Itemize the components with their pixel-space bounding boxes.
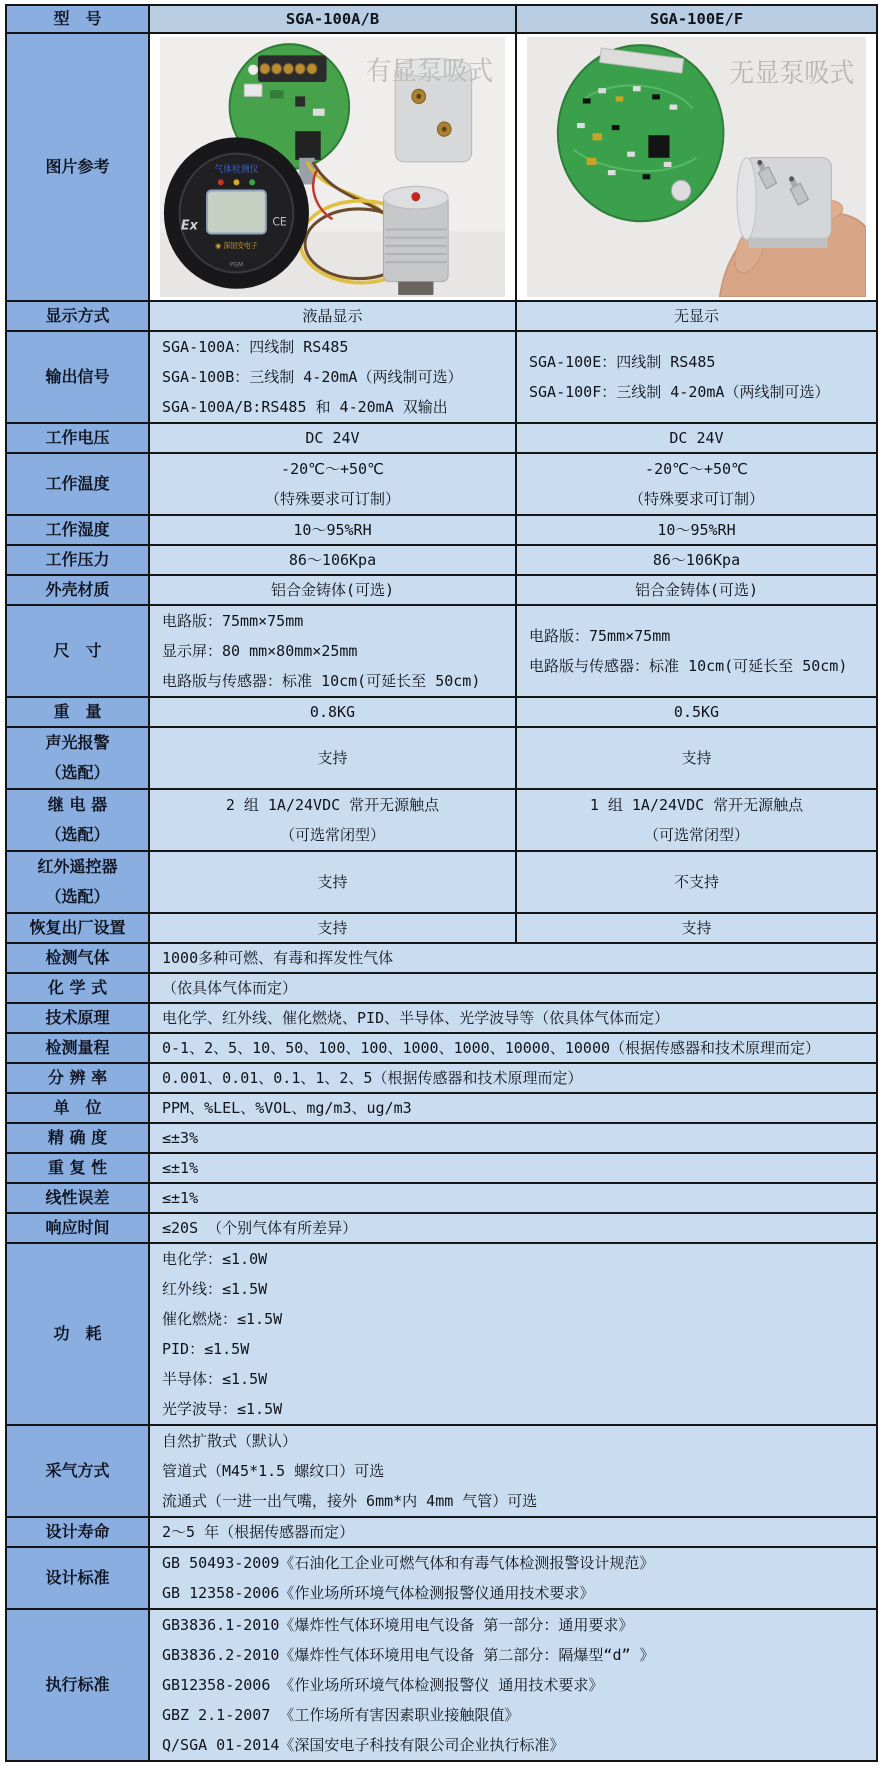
cell-line: SGA-100B：三线制 4-20mA（两线制可选）: [162, 368, 463, 386]
row-label-line: 尺 寸: [53, 641, 102, 660]
cell-factory-reset-col2: [516, 913, 877, 943]
cell-line: SGA-100F：三线制 4-20mA（两线制可选）: [529, 383, 830, 401]
cell-line: GB3836.2-2010《爆炸性气体环境用电气设备 第二部分：隔爆型“d” 》: [162, 1646, 655, 1664]
row-label-line: 线性误差: [45, 1188, 110, 1207]
cell-accuracy: [149, 1123, 877, 1153]
spec-table-body: [6, 5, 877, 1761]
model-name-sga100ef: SGA-100E/F: [516, 5, 877, 33]
cell-working-voltage-col2: [516, 423, 877, 453]
cell-line: 不支持: [673, 873, 719, 891]
row-label-line: （选配）: [45, 763, 110, 782]
model-row-label-text: 型 号: [53, 9, 102, 28]
spec-row-design-standard: [6, 1547, 877, 1609]
cell-working-voltage-col1: [149, 423, 516, 453]
spec-row-detectable-gases: [6, 943, 877, 973]
cell-line: 1000多种可燃、有毒和挥发性气体: [162, 949, 394, 967]
cell-line: 0.001、0.01、0.1、1、2、5（根据传感器和技术原理而定）: [162, 1069, 583, 1087]
cell-technical-principle: [149, 1003, 877, 1033]
product-photo-sga100ab-illustration: [160, 37, 505, 297]
row-label-line: 检测量程: [45, 1038, 110, 1057]
row-label-working-temperature: [6, 453, 149, 515]
product-photo-sga100ab: [160, 37, 505, 297]
row-label-ir-remote: [6, 851, 149, 913]
cell-line: ≤±3%: [162, 1129, 199, 1147]
gauge-ce-mark: CE: [272, 215, 287, 229]
spec-row-execution-standard: [6, 1609, 877, 1761]
gauge-brand-text: 气体检测仪: [214, 164, 259, 176]
row-label-line: 声光报警: [45, 733, 110, 752]
cell-unit: [149, 1093, 877, 1123]
cell-line: 支持: [317, 919, 348, 937]
row-label-display-mode: [6, 301, 149, 331]
row-label-line: 外壳材质: [45, 580, 110, 599]
row-label-line: 工作压力: [45, 550, 110, 569]
photo-cell-sga100ef: [516, 33, 877, 301]
spec-row-relay: [6, 789, 877, 851]
photo-reference-row: [6, 33, 877, 301]
spec-row-accuracy: [6, 1123, 877, 1153]
cell-line: 支持: [317, 749, 348, 767]
cell-line: 电路版与传感器：标准 10cm(可延长至 50cm): [162, 672, 481, 690]
row-label-line: 工作温度: [45, 474, 110, 493]
cell-working-humidity-col2: [516, 515, 877, 545]
photo-cell-sga100ab: [149, 33, 516, 301]
row-label-line: 显示方式: [45, 306, 110, 325]
cell-line: 显示屏：80 mm×80mm×25mm: [162, 642, 358, 660]
photo-reference-label-text: 图片参考: [45, 157, 110, 176]
cell-line: Q/SGA 01-2014《深国安电子科技有限公司企业执行标准》: [162, 1736, 565, 1754]
row-label-line: 工作湿度: [45, 520, 110, 539]
cell-line: 支持: [681, 919, 712, 937]
spec-row-factory-reset: [6, 913, 877, 943]
row-label-line: 技术原理: [45, 1008, 110, 1027]
cell-line: 铝合金铸体(可选): [634, 581, 759, 599]
cell-working-temperature-col1: [149, 453, 516, 515]
cell-linearity-error: [149, 1183, 877, 1213]
cell-line: 电化学、红外线、催化燃烧、PID、半导体、光学波导等（依具体气体而定）: [162, 1009, 670, 1027]
row-label-line: 精 确 度: [47, 1128, 108, 1147]
cell-line: 铝合金铸体(可选): [270, 581, 395, 599]
row-label-line: 响应时间: [45, 1218, 110, 1237]
gauge-pgm-text: PGM: [229, 261, 244, 269]
row-label-resolution: [6, 1063, 149, 1093]
cell-dimensions-col2: [516, 605, 877, 697]
cell-line: 0.5KG: [673, 703, 720, 721]
cell-response-time: [149, 1213, 877, 1243]
spec-row-working-temperature: [6, 453, 877, 515]
gauge-ex-mark: Ex: [180, 218, 198, 234]
spec-row-display-mode: [6, 301, 877, 331]
row-label-factory-reset: [6, 913, 149, 943]
row-label-line: 设计标准: [45, 1568, 110, 1587]
cell-line: DC 24V: [669, 429, 724, 447]
spec-row-linearity-error: [6, 1183, 877, 1213]
cell-line: DC 24V: [305, 429, 360, 447]
cell-display-mode-col1: [149, 301, 516, 331]
row-label-weight: [6, 697, 149, 727]
cell-line: 2～5 年（根据传感器而定）: [162, 1523, 355, 1541]
cell-ir-remote-col2: [516, 851, 877, 913]
cell-execution-standard: [149, 1609, 877, 1761]
cell-line: GB 50493-2009《石油化工企业可燃气体和有毒气体检测报警设计规范》: [162, 1554, 655, 1572]
watermark-with-display-pump: 有显泵吸式: [365, 56, 494, 88]
row-label-power-consumption: [6, 1243, 149, 1425]
spec-row-response-time: [6, 1213, 877, 1243]
cell-line: 电路版：75mm×75mm: [529, 627, 671, 645]
cell-line: GB3836.1-2010《爆炸性气体环境用电气设备 第一部分：通用要求》: [162, 1616, 634, 1634]
spec-row-technical-principle: [6, 1003, 877, 1033]
cell-repeatability: [149, 1153, 877, 1183]
row-label-repeatability: [6, 1153, 149, 1183]
row-label-response-time: [6, 1213, 149, 1243]
cell-power-consumption: [149, 1243, 877, 1425]
cell-line: ≤20S （个别气体有所差异）: [162, 1219, 358, 1237]
row-label-design-standard: [6, 1547, 149, 1609]
cell-line: （特殊要求可订制）: [264, 490, 400, 508]
gauge-footer-text: ◉ 深国安电子: [215, 240, 258, 250]
spec-row-dimensions: [6, 605, 877, 697]
watermark-without-display-pump: 无显泵吸式: [729, 58, 855, 90]
cell-line: 86～106Kpa: [288, 551, 377, 569]
cell-line: 10～95%RH: [293, 521, 372, 539]
cell-line: 自然扩散式（默认）: [162, 1432, 298, 1450]
row-label-line: 采气方式: [45, 1461, 110, 1480]
row-label-technical-principle: [6, 1003, 149, 1033]
cell-output-signal-col2: [516, 331, 877, 423]
row-label-detection-range: [6, 1033, 149, 1063]
row-label-line: 输出信号: [45, 367, 110, 386]
model-header-row: [6, 5, 877, 33]
cell-line: SGA-100E：四线制 RS485: [529, 353, 716, 371]
cell-line: ≤±1%: [162, 1159, 199, 1177]
cell-line: 支持: [681, 749, 712, 767]
cell-sound-light-alarm-col1: [149, 727, 516, 789]
cell-resolution: [149, 1063, 877, 1093]
cell-working-humidity-col1: [149, 515, 516, 545]
row-label-working-voltage: [6, 423, 149, 453]
cell-line: 10～95%RH: [657, 521, 736, 539]
cell-chemical-formula: [149, 973, 877, 1003]
row-label-shell-material: [6, 575, 149, 605]
cell-line: PID：≤1.5W: [162, 1340, 250, 1358]
cell-relay-col1: [149, 789, 516, 851]
spec-row-output-signal: [6, 331, 877, 423]
row-label-line: 检测气体: [45, 948, 110, 967]
cell-weight-col1: [149, 697, 516, 727]
cell-line: （依具体气体而定）: [162, 979, 298, 997]
cell-display-mode-col2: [516, 301, 877, 331]
row-label-line: 工作电压: [45, 428, 110, 447]
spec-row-repeatability: [6, 1153, 877, 1183]
cell-gas-sampling-mode: [149, 1425, 877, 1517]
spec-row-resolution: [6, 1063, 877, 1093]
row-label-chemical-formula: [6, 973, 149, 1003]
cell-line: 2 组 1A/24VDC 常开无源触点: [225, 796, 440, 814]
cell-line: GBZ 2.1-2007 《工作场所有害因素职业接触限值》: [162, 1706, 520, 1724]
row-label-line: （选配）: [45, 887, 110, 906]
cell-sound-light-alarm-col2: [516, 727, 877, 789]
spec-row-chemical-formula: [6, 973, 877, 1003]
cell-line: 支持: [317, 873, 348, 891]
row-label-gas-sampling-mode: [6, 1425, 149, 1517]
row-label-linearity-error: [6, 1183, 149, 1213]
spec-row-working-voltage: [6, 423, 877, 453]
cell-design-standard: [149, 1547, 877, 1609]
cell-detectable-gases: [149, 943, 877, 973]
cell-line: SGA-100A/B:RS485 和 4-20mA 双输出: [162, 398, 448, 416]
cell-line: 1 组 1A/24VDC 常开无源触点: [589, 796, 804, 814]
cell-line: 0-1、2、5、10、50、100、100、1000、1000、10000、10000（根据传感器和技术原理而定）: [162, 1039, 821, 1057]
cell-line: 0.8KG: [309, 703, 356, 721]
row-label-line: 功 耗: [53, 1324, 102, 1343]
row-label-line: 化 学 式: [47, 978, 108, 997]
cell-line: （特殊要求可订制）: [628, 490, 764, 508]
cell-weight-col2: [516, 697, 877, 727]
cell-line: 流通式（一进一出气嘴，接外 6mm*内 4mm 气管）可选: [162, 1492, 538, 1510]
cell-working-pressure-col1: [149, 545, 516, 575]
cell-working-pressure-col2: [516, 545, 877, 575]
cell-line: （可选常闭型）: [643, 826, 749, 844]
spec-row-gas-sampling-mode: [6, 1425, 877, 1517]
product-photo-sga100ef-illustration: [527, 37, 866, 297]
cell-line: 无显示: [673, 307, 719, 325]
cell-line: 液晶显示: [302, 307, 363, 325]
spec-row-sound-light-alarm: [6, 727, 877, 789]
cell-line: GB12358-2006 《作业场所环境气体检测报警仪 通用技术要求》: [162, 1676, 604, 1694]
row-label-line: （选配）: [45, 825, 110, 844]
cell-line: 管道式（M45*1.5 螺纹口）可选: [162, 1462, 385, 1480]
cell-line: SGA-100A：四线制 RS485: [162, 338, 349, 356]
row-label-output-signal: [6, 331, 149, 423]
row-label-line: 单 位: [53, 1098, 102, 1117]
model-row-label: [6, 5, 149, 33]
cell-line: PPM、%LEL、%VOL、mg/m3、ug/m3: [162, 1099, 412, 1117]
row-label-photo-reference: [6, 33, 149, 301]
row-label-accuracy: [6, 1123, 149, 1153]
product-photo-sga100ef: [527, 37, 866, 297]
cell-line: ≤±1%: [162, 1189, 199, 1207]
spec-row-shell-material: [6, 575, 877, 605]
cell-line: 电路版与传感器：标准 10cm(可延长至 50cm): [529, 657, 848, 675]
spec-row-design-life: [6, 1517, 877, 1547]
cell-line: 半导体：≤1.5W: [162, 1370, 268, 1388]
cell-relay-col2: [516, 789, 877, 851]
cell-design-life: [149, 1517, 877, 1547]
spec-row-working-humidity: [6, 515, 877, 545]
row-label-line: 分 辨 率: [47, 1068, 108, 1087]
spec-row-ir-remote: [6, 851, 877, 913]
row-label-detectable-gases: [6, 943, 149, 973]
cell-line: GB 12358-2006《作业场所环境气体检测报警仪通用技术要求》: [162, 1584, 595, 1602]
cell-detection-range: [149, 1033, 877, 1063]
row-label-line: 恢复出厂设置: [29, 918, 126, 937]
cell-ir-remote-col1: [149, 851, 516, 913]
model-name-sga100ab: SGA-100A/B: [149, 5, 516, 33]
row-label-line: 重 复 性: [47, 1158, 108, 1177]
row-label-relay: [6, 789, 149, 851]
cell-dimensions-col1: [149, 605, 516, 697]
cell-line: 红外线：≤1.5W: [162, 1280, 268, 1298]
spec-row-detection-range: [6, 1033, 877, 1063]
cell-line: 86～106Kpa: [652, 551, 741, 569]
row-label-line: 重 量: [53, 702, 102, 721]
cell-shell-material-col1: [149, 575, 516, 605]
cell-line: （可选常闭型）: [279, 826, 385, 844]
row-label-line: 执行标准: [45, 1675, 110, 1694]
row-label-execution-standard: [6, 1609, 149, 1761]
row-label-design-life: [6, 1517, 149, 1547]
spec-row-working-pressure: [6, 545, 877, 575]
cell-output-signal-col1: [149, 331, 516, 423]
cell-line: 光学波导：≤1.5W: [162, 1400, 283, 1418]
cell-line: -20℃～+50℃: [281, 460, 384, 478]
cell-working-temperature-col2: [516, 453, 877, 515]
spec-row-power-consumption: [6, 1243, 877, 1425]
spec-row-unit: [6, 1093, 877, 1123]
row-label-line: 红外遥控器: [37, 857, 118, 876]
row-label-unit: [6, 1093, 149, 1123]
product-spec-table: [5, 4, 878, 1762]
spec-row-weight: [6, 697, 877, 727]
row-label-working-humidity: [6, 515, 149, 545]
cell-factory-reset-col1: [149, 913, 516, 943]
cell-line: 催化燃烧：≤1.5W: [162, 1310, 283, 1328]
cell-line: 电路版：75mm×75mm: [162, 612, 304, 630]
cell-shell-material-col2: [516, 575, 877, 605]
row-label-dimensions: [6, 605, 149, 697]
row-label-line: 设计寿命: [45, 1522, 110, 1541]
row-label-working-pressure: [6, 545, 149, 575]
row-label-line: 继 电 器: [47, 795, 108, 814]
cell-line: 电化学：≤1.0W: [162, 1250, 268, 1268]
row-label-sound-light-alarm: [6, 727, 149, 789]
cell-line: -20℃～+50℃: [645, 460, 748, 478]
